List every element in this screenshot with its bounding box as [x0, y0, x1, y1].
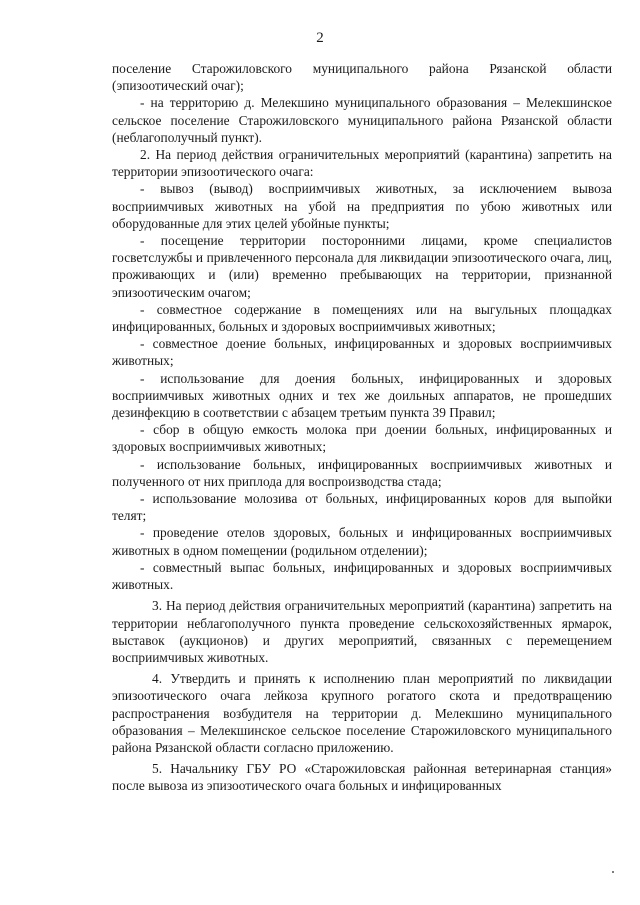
scan-speck: [612, 871, 614, 873]
paragraph: 4. Утвердить и принять к исполнению план мероприятий по ликвидации эпизоотического очага лейкоза крупного рогатого скота и предотвращению распространения возбудителя на территории д. Мелекшино муниципального образования – Мелекшинское сельское поселение Старожиловского муниципального района Рязанской области согласно приложению.: [112, 671, 612, 755]
list-item: - сбор в общую емкость молока при доении больных, инфицированных и здоровых восприимчивых животных;: [112, 422, 612, 455]
list-item: - использование для доения больных, инфицированных и здоровых восприимчивых животных одних и тех же доильных аппаратов, не прошедших дезинфекцию в соответствии с абзацем третьим пункта 39 Правил;: [112, 370, 612, 421]
paragraph: поселение Старожиловского муниципального района Рязанской области (эпизоотический очаг);: [112, 61, 612, 94]
list-item: - использование молозива от больных, инфицированных коров для выпойки телят;: [112, 491, 612, 524]
list-item: - вывоз (вывод) восприимчивых животных, за исключением вывоза восприимчивых животных на убой на предприятия по убою животных или оборудованные для этих целей убойные пункты;: [112, 181, 612, 231]
list-item: - совместное доение больных, инфицированных и здоровых восприимчивых животных;: [112, 336, 612, 369]
list-item: - совместное содержание в помещениях или на выгульных площадках инфицированных, больных и здоровых восприимчивых животных;: [112, 301, 612, 335]
document-body: [112, 60, 612, 795]
list-item: - использование больных, инфицированных восприимчивых животных и полученного от них приплода для воспроизводства стада;: [112, 456, 612, 489]
paragraph: - на территорию д. Мелекшино муниципального образования – Мелекшинское сельское поселение Старожиловского муниципального района Рязанской области (неблагополучный пункт).: [112, 95, 612, 145]
list-item: - посещение территории посторонними лицами, кроме специалистов госветслужбы и привлеченного персонала для ликвидации эпизоотического очага, лиц, проживающих и (или) временно пребывающих на территории, признанной эпизоотическим очагом;: [112, 233, 612, 300]
page-number: 2: [316, 30, 324, 46]
list-item: - совместный выпас больных, инфицированных и здоровых восприимчивых животных.: [112, 559, 612, 593]
paragraph: 2. На период действия ограничительных мероприятий (карантина) запретить на территории эпизоотического очага:: [112, 147, 612, 180]
list-item: - проведение отелов здоровых, больных и инфицированных восприимчивых животных в одном помещении (родильном отделении);: [112, 525, 612, 558]
paragraph: 3. На период действия ограничительных мероприятий (карантина) запретить на территории неблагополучного пункта проведение сельскохозяйственных ярмарок, выставок (аукционов) и других мероприятий, связанных с перемещением восприимчивых животных.: [112, 598, 612, 665]
paragraph: 5. Начальнику ГБУ РО «Старожиловская районная ветеринарная станция» после вывоза из эпизоотического очага больных и инфицированных: [112, 761, 612, 794]
